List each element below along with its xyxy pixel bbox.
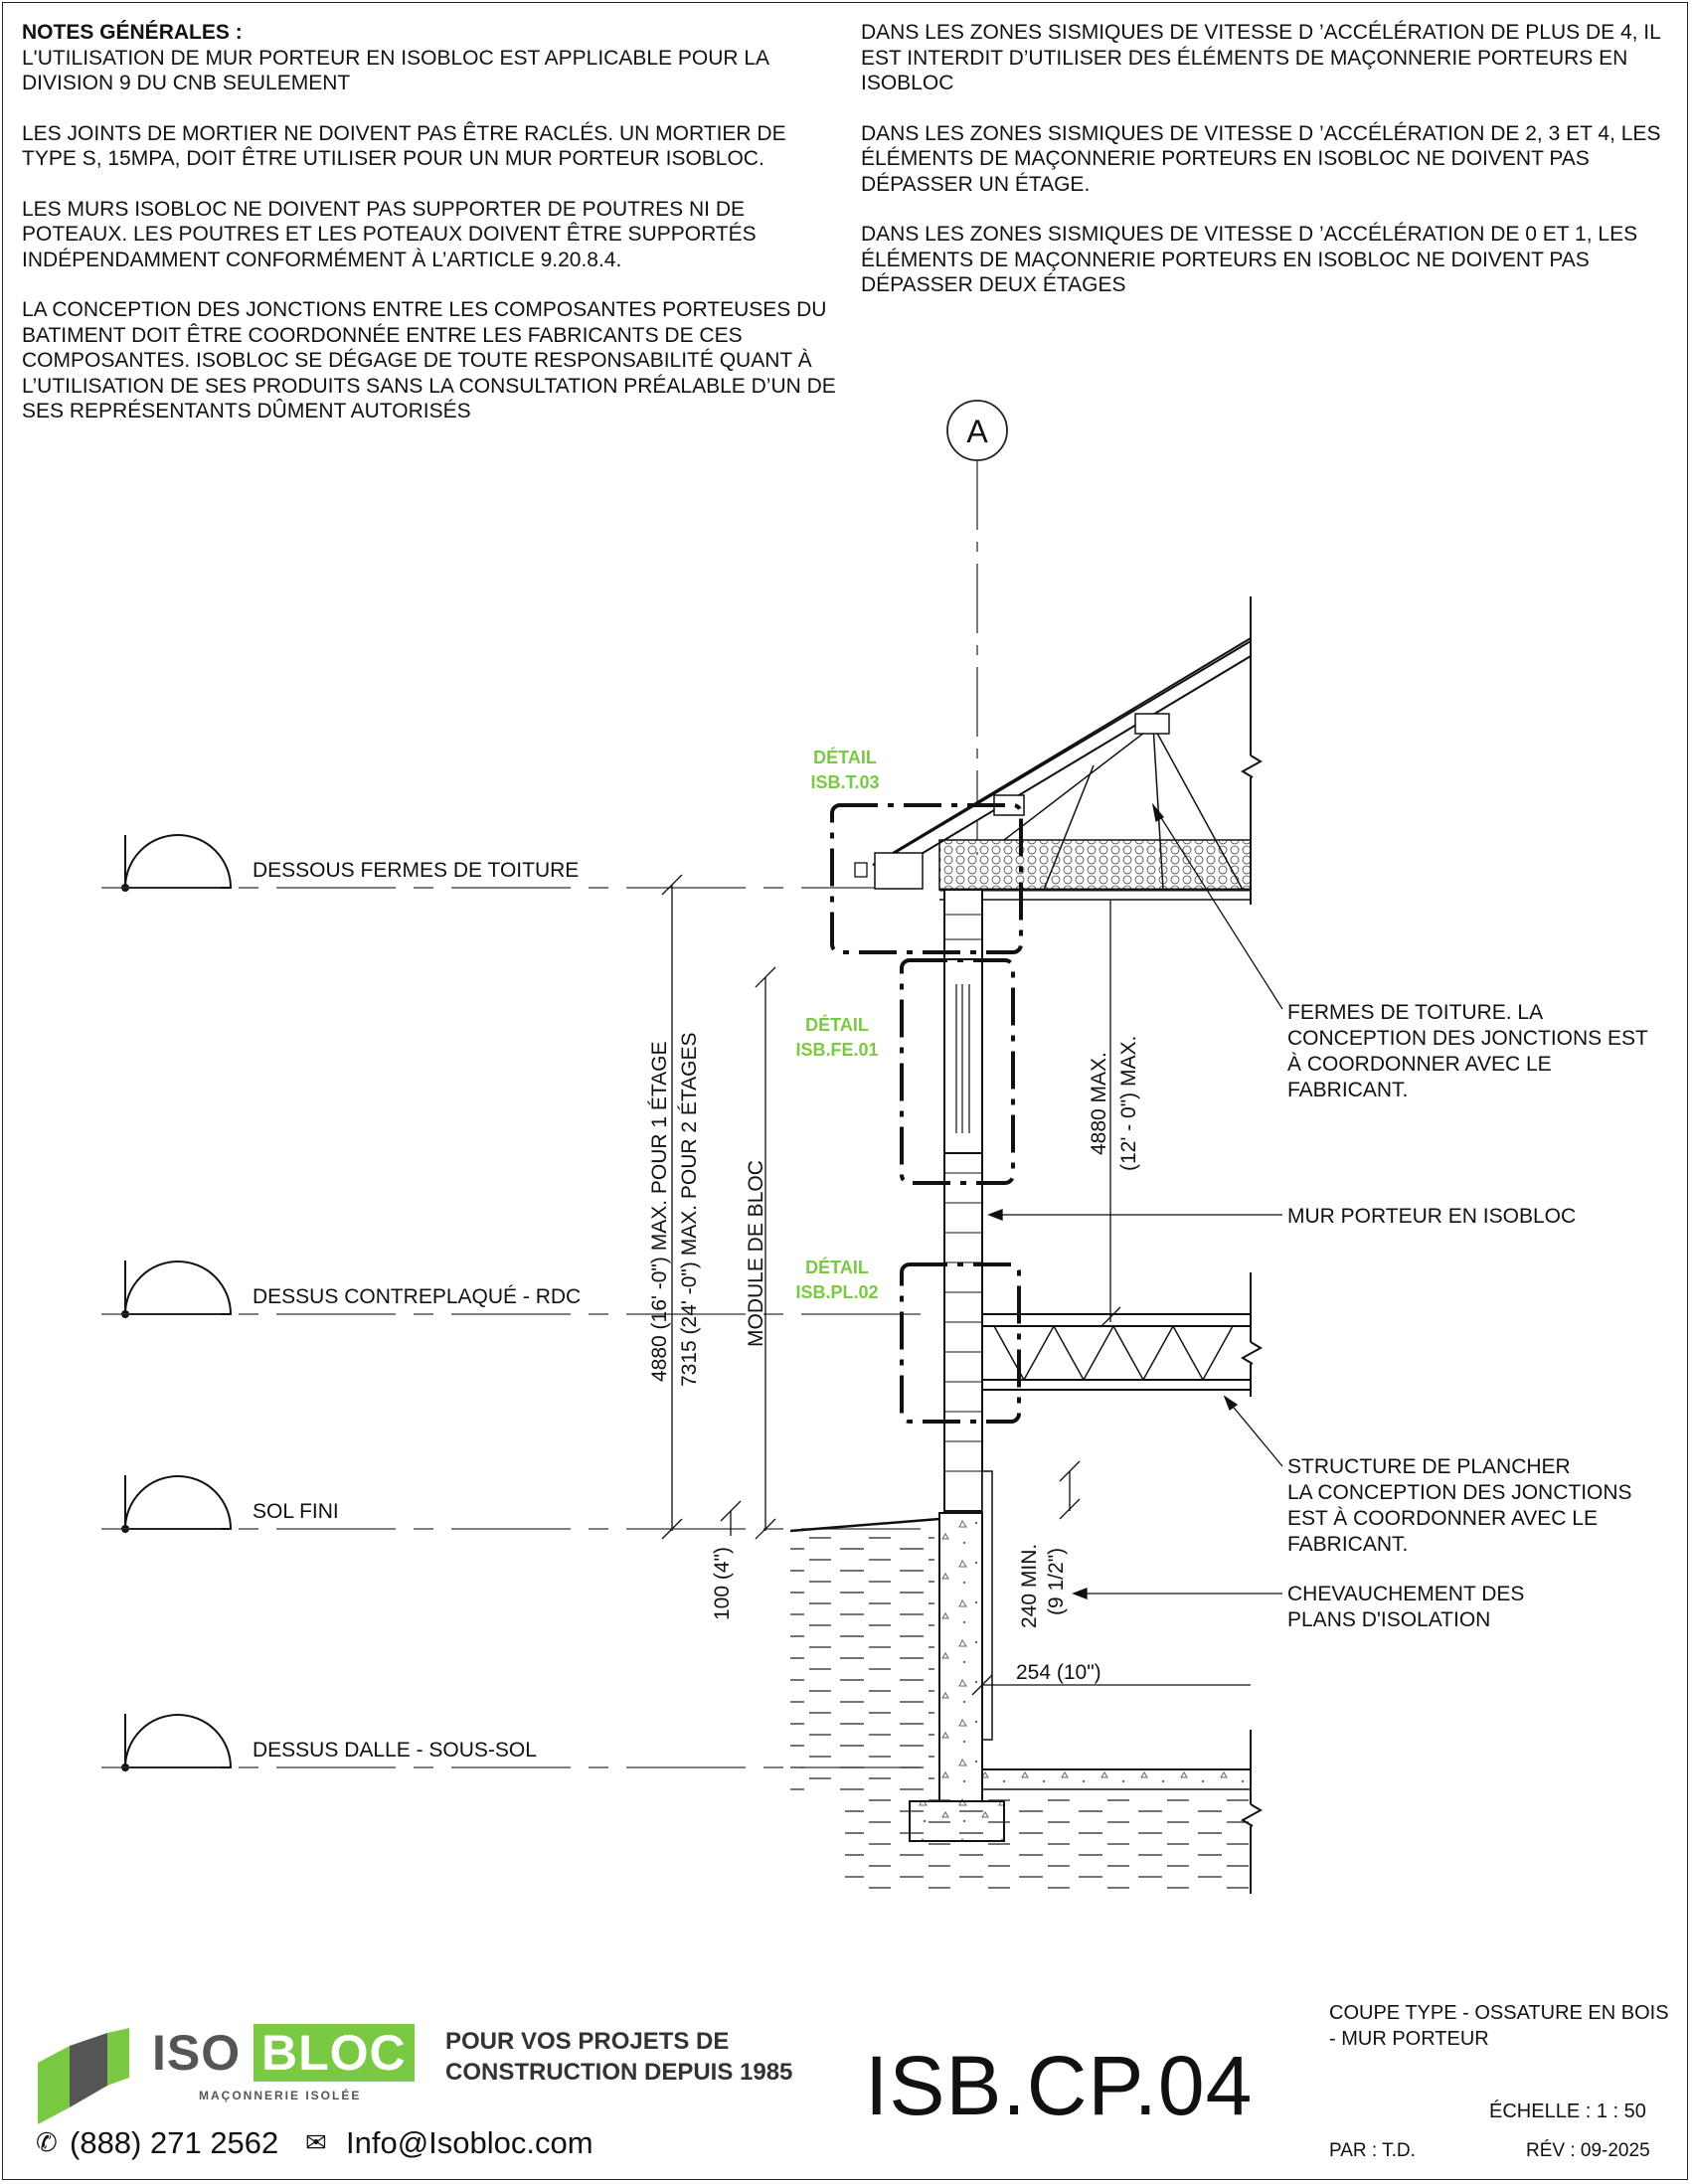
dim-240-a: 240 MIN. (1018, 1543, 1041, 1628)
detail-fe01-label-b: ISB.FE.01 (795, 1040, 879, 1060)
detail-t03-label-b: ISB.T.03 (810, 772, 880, 792)
grid-label: A (966, 414, 988, 449)
floor-joist (982, 1272, 1261, 1397)
seismic-note-2: DANS LES ZONES SISMIQUES DE VITESSE D ’ACCÉLÉRATION DE 2, 3 ET 4, LES ÉLÉMENTS DE MAÇONNERIE PORTEURS EN ISOBLOC NE DOIVENT PAS DÉPASSER UN ÉTAGE. (861, 121, 1661, 196)
roof-truss (855, 596, 1261, 905)
callout-floor-4: FABRICANT. (1287, 1533, 1409, 1556)
callout-floor-3: EST À COORDONNER AVEC LE (1287, 1507, 1598, 1530)
slogan: POUR VOS PROJETS DE CONSTRUCTION DEPUIS 1985 (445, 2028, 793, 2086)
callout-floor-2: LA CONCEPTION DES JONCTIONS (1287, 1481, 1632, 1504)
detail-pl02-label-b: ISB.PL.02 (795, 1282, 879, 1302)
sheet-number: ISB.CP.04 (865, 2039, 1254, 2132)
dim-span-b: (12' - 0") MAX. (1117, 1035, 1140, 1171)
callout-wall: MUR PORTEUR EN ISOBLOC (1287, 1205, 1577, 1228)
phone-number[interactable]: (888) 271 2562 (70, 2125, 279, 2160)
email-icon: ✉ (305, 2127, 327, 2157)
sheet-title: COUPE TYPE - OSSATURE EN BOIS - MUR PORTEUR (1329, 2002, 1669, 2050)
notes-title: NOTES GÉNÉRALES : (22, 21, 243, 44)
note-2: LES JOINTS DE MORTIER NE DOIVENT PAS ÊTRE RACLÉS. UN MORTIER DE TYPE S, 15MPA, DOIT ÊTRE UTILISER POUR UN MUR PORTEUR ISOBLOC. (22, 121, 786, 170)
dim-100: 100 (4") (711, 1547, 734, 1620)
dim-block-module: MODULE DE BLOC (745, 1160, 767, 1347)
phone-icon: ✆ (36, 2127, 58, 2157)
email-link[interactable]: Info@Isobloc.com (346, 2125, 593, 2160)
callout-floor (1287, 1455, 1632, 1556)
dim-max-1-storey: 4880 (16' -0") MAX. POUR 1 ÉTAGE (648, 1041, 671, 1382)
seismic-note-1: DANS LES ZONES SISMIQUES DE VITESSE D ’ACCÉLÉRATION DE PLUS DE 4, IL EST INTERDIT D’UTILISER DES ÉLÉMENTS DE MAÇONNERIE PORTEURS EN ISOBLOC (861, 21, 1661, 94)
note-1: L'UTILISATION DE MUR PORTEUR EN ISOBLOC EST APPLICABLE POUR LA DIVISION 9 DU CNB SEULEMENT (22, 46, 768, 94)
level-finish-label: SOL FINI (253, 1500, 339, 1523)
brand-iso: ISO (152, 2025, 242, 2081)
dim-max-2-storeys: 7315 (24' -0") MAX. POUR 2 ÉTAGES (678, 1032, 701, 1387)
level-ground-label: DESSUS CONTREPLAQUÉ - RDC (253, 1285, 582, 1308)
callout-trusses (1287, 1001, 1648, 1101)
note-3: LES MURS ISOBLOC NE DOIVENT PAS SUPPORTER DE POUTRES NI DE POTEAUX. LES POUTRES ET LES POTEAUX DOIVENT ÊTRE SUPPORTÉS INDÉPENDAMMENT CONFORMÉMENT À L’ARTICLE 9.20.8.4. (22, 197, 757, 271)
brand-subtitle: MAÇONNERIE ISOLÉE (199, 2089, 362, 2102)
callout-trusses-1: FERMES DE TOITURE. LA (1287, 1001, 1544, 1024)
note-4: LA CONCEPTION DES JONCTIONS ENTRE LES COMPOSANTES PORTEUSES DU BATIMENT DOIT ÊTRE COORDONNÉE ENTRE LES FABRICANTS DE CES COMPOSANTES. ISOBLOC SE DÉGAGE DE TOUTE RESPONSABILITÉ QUANT À L’UTILISATION DE SES PRODUITS SANS LA CONSULTATION PRÉALABLE D’UN DE SES REPRÉSENTANTS DÛMENT AUTORISÉS (22, 298, 836, 422)
grid-line-a (947, 401, 1007, 855)
leader-lines (989, 805, 1282, 1598)
sheet-scale: ÉCHELLE : 1 : 50 (1489, 2100, 1646, 2122)
callout-trusses-3: À COORDONNER AVEC LE (1287, 1053, 1552, 1076)
callout-floor-1: STRUCTURE DE PLANCHER (1287, 1455, 1571, 1478)
revision: RÉV : 09-2025 (1526, 2140, 1650, 2161)
level-slab-label: DESSUS DALLE - SOUS-SOL (253, 1739, 537, 1762)
callout-trusses-2: CONCEPTION DES JONCTIONS EST (1287, 1027, 1648, 1050)
brand-bloc: BLOC (254, 2024, 415, 2082)
level-finish (101, 1475, 930, 1533)
callout-overlap (1287, 1583, 1524, 1631)
level-roof-label: DESSOUS FERMES DE TOITURE (253, 859, 580, 882)
seismic-note-3: DANS LES ZONES SISMIQUES DE VITESSE D ’ACCÉLÉRATION DE 0 ET 1, LES ÉLÉMENTS DE MAÇONNERIE PORTEURS EN ISOBLOC NE DOIVENT PAS DÉPASSER DEUX ÉTAGES (861, 223, 1638, 296)
isobloc-logo-mark (38, 2028, 129, 2124)
detail-fe01-label-a: DÉTAIL (805, 1015, 869, 1035)
detail-t03-label-a: DÉTAIL (813, 748, 877, 767)
detail-pl02-label-a: DÉTAIL (805, 1258, 869, 1277)
detail-boxes (832, 805, 1021, 1422)
dim-254: 254 (10") (1016, 1661, 1101, 1684)
level-roof (101, 835, 930, 892)
dim-span-a: 4880 MAX. (1088, 1052, 1110, 1155)
callout-overlap-2: PLANS D'ISOLATION (1287, 1608, 1491, 1631)
callout-overlap-1: CHEVAUCHEMENT DES (1287, 1583, 1525, 1605)
callout-trusses-4: FABRICANT. (1287, 1079, 1409, 1101)
dim-240-b: (9 1/2") (1045, 1547, 1068, 1615)
drawn-by: PAR : T.D. (1329, 2140, 1416, 2161)
